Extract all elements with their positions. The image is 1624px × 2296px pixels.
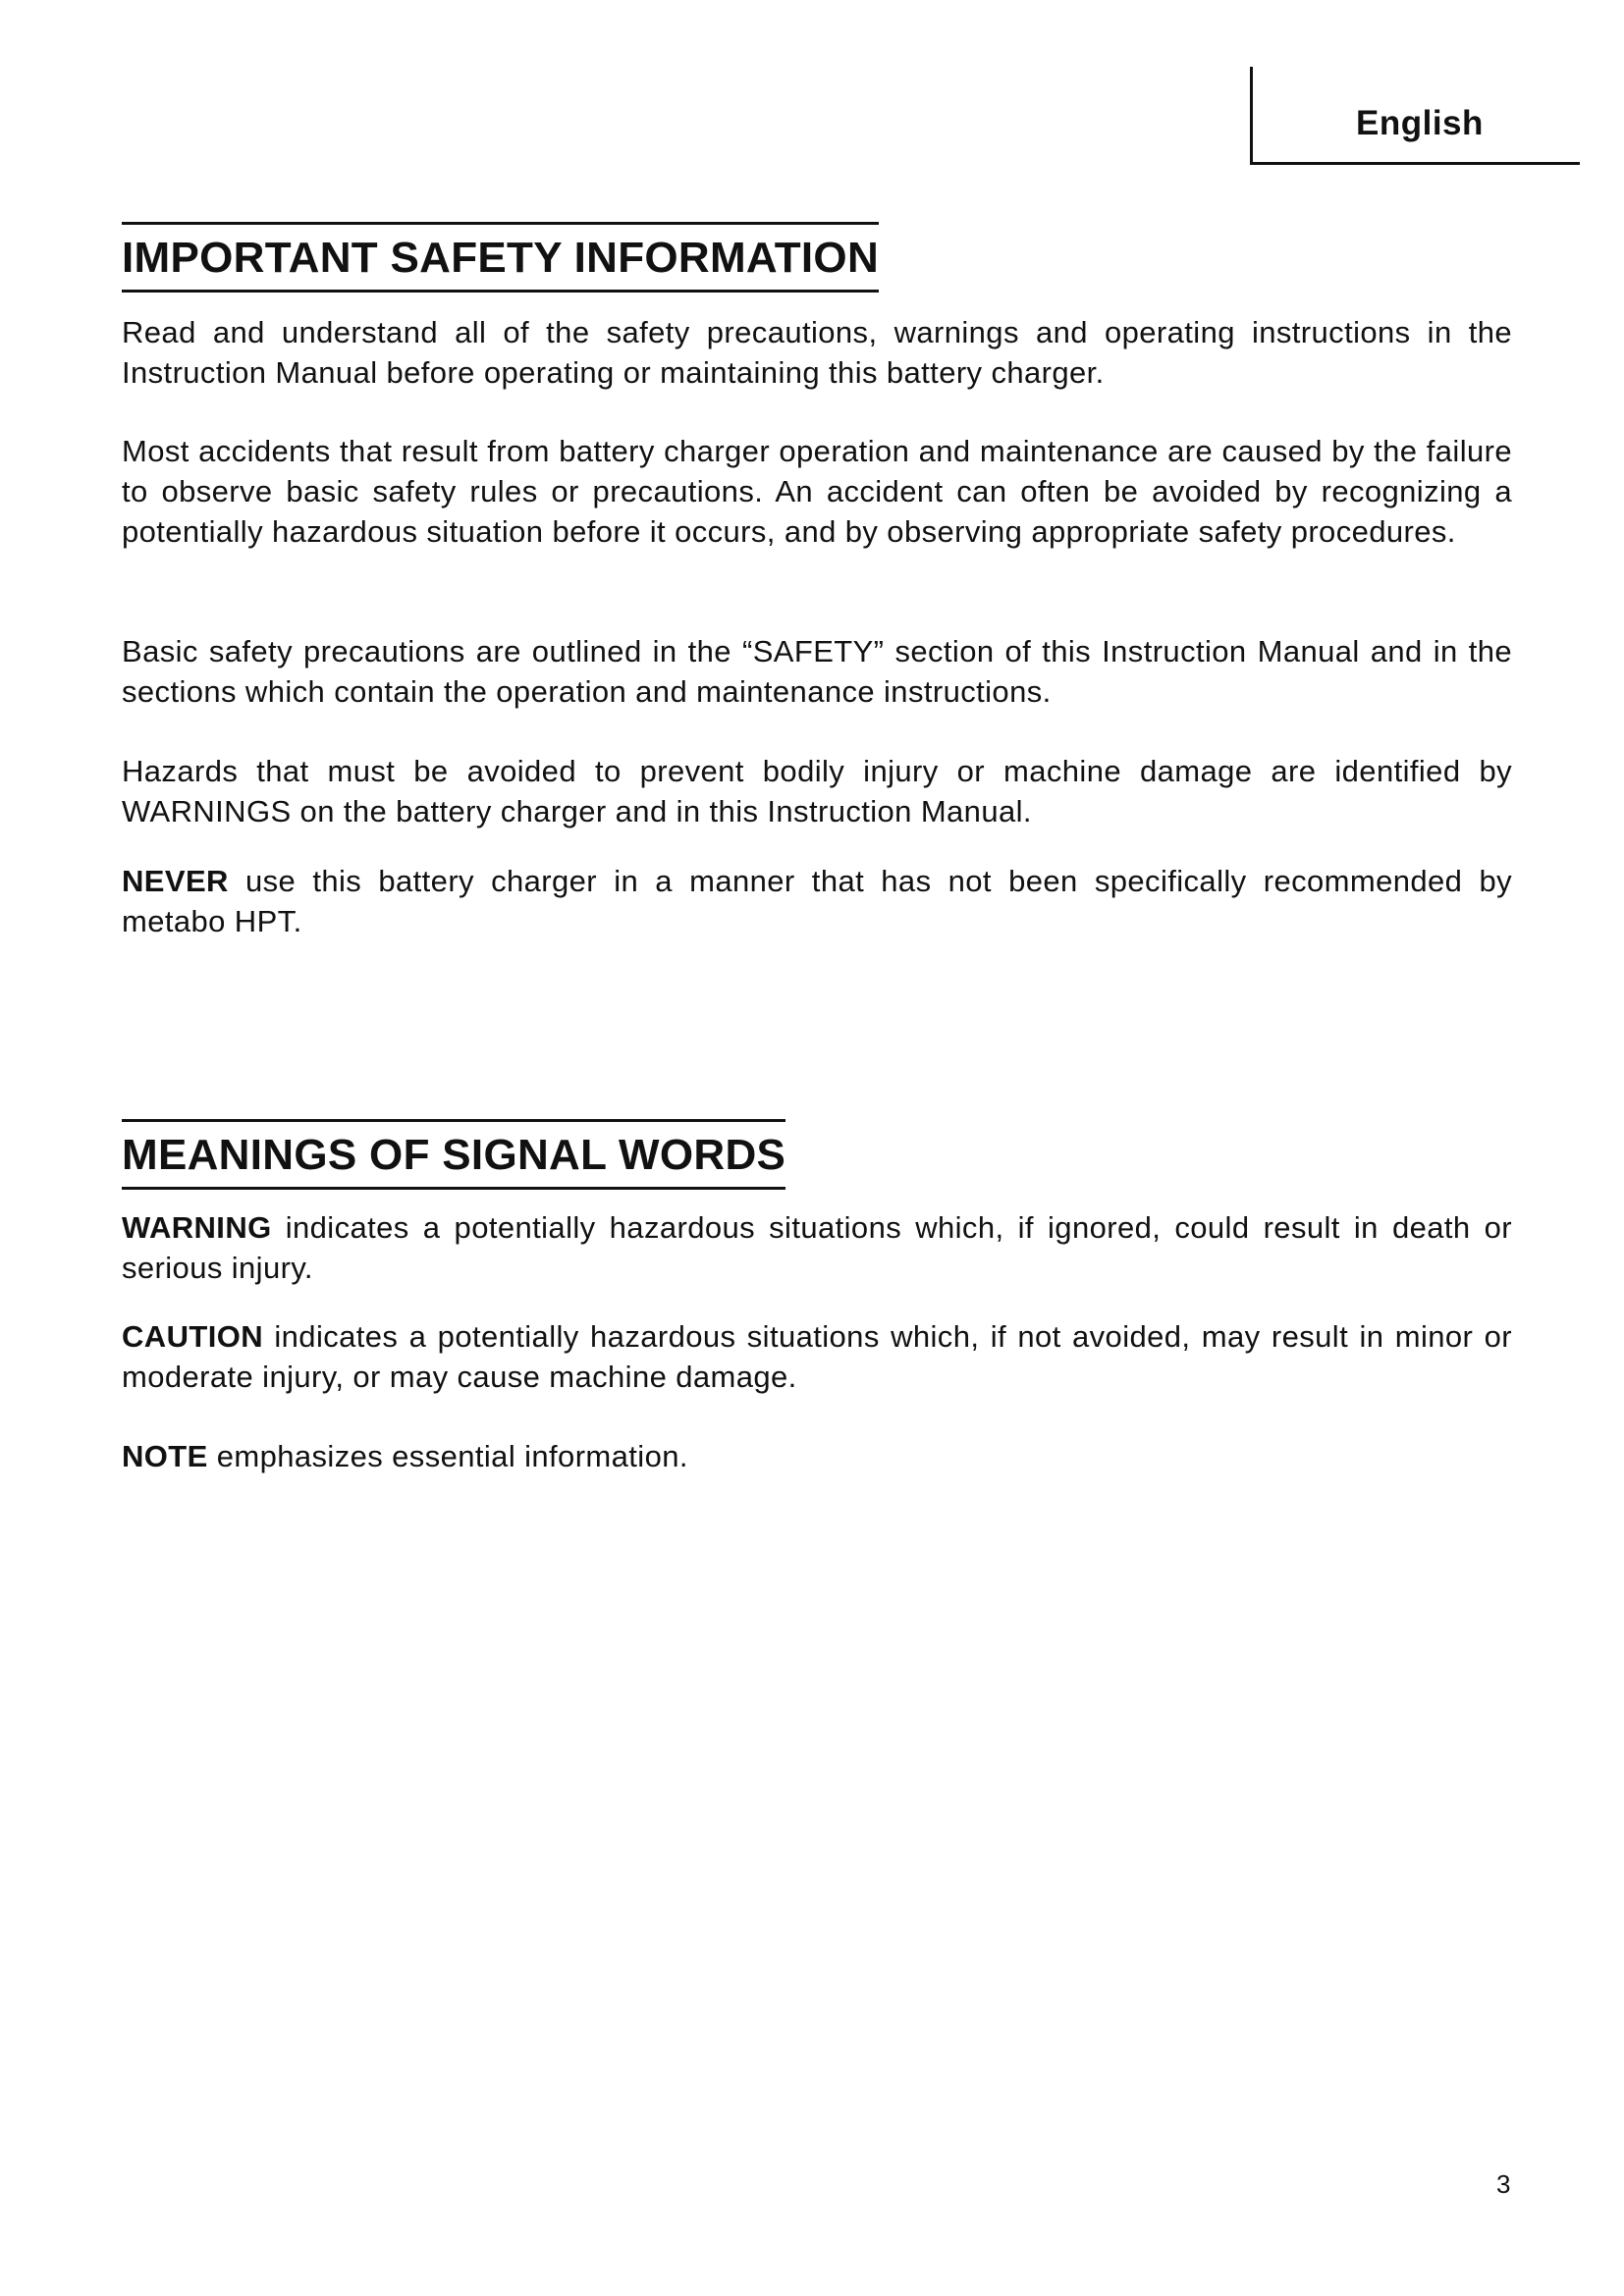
language-label: English [1356,104,1484,142]
note-keyword: NOTE [122,1439,208,1473]
language-tab [1250,67,1580,165]
read-instructions-paragraph: Read and understand all of the safety precautions, warnings and operating instructions in the Instruction Manual before operating or maintaining this battery charger. [122,315,1512,390]
warning-definition [122,1207,1512,1288]
safety-info-heading: IMPORTANT SAFETY INFORMATION [122,222,879,293]
warning-keyword: WARNING [122,1210,272,1245]
never-text: use this battery charger in a manner that has not been specifically recommended by metabo HPT. [122,864,1512,938]
caution-definition [122,1316,1512,1397]
caution-text: indicates a potentially hazardous situations which, if not avoided, may result in minor or moderate injury, or may cause machine damage. [122,1319,1512,1394]
accidents-paragraph: Most accidents that result from battery charger operation and maintenance are caused by the failure to observe basic safety rules or precautions. An accident can often be avoided by recognizing a potentially hazardous situation before it occurs, and by observing appropriate safety procedures. [122,434,1512,549]
signal-words-heading: MEANINGS OF SIGNAL WORDS [122,1119,785,1190]
caution-keyword: CAUTION [122,1319,264,1354]
note-text: emphasizes essential information. [207,1439,688,1473]
basic-precautions-paragraph: Basic safety precautions are outlined in the “SAFETY” section of this Instruction Manual and in the sections which contain the operation and maintenance instructions. [122,634,1512,709]
hazards-paragraph: Hazards that must be avoided to prevent bodily injury or machine damage are identified by WARNINGS on the battery charger and in this Instruction Manual. [122,754,1512,828]
note-definition [122,1436,1512,1476]
never-keyword: NEVER [122,864,229,898]
page-number: 3 [1496,2169,1511,2199]
never-paragraph [122,861,1512,941]
warning-text: indicates a potentially hazardous situations which, if ignored, could result in death or serious injury. [122,1210,1512,1285]
